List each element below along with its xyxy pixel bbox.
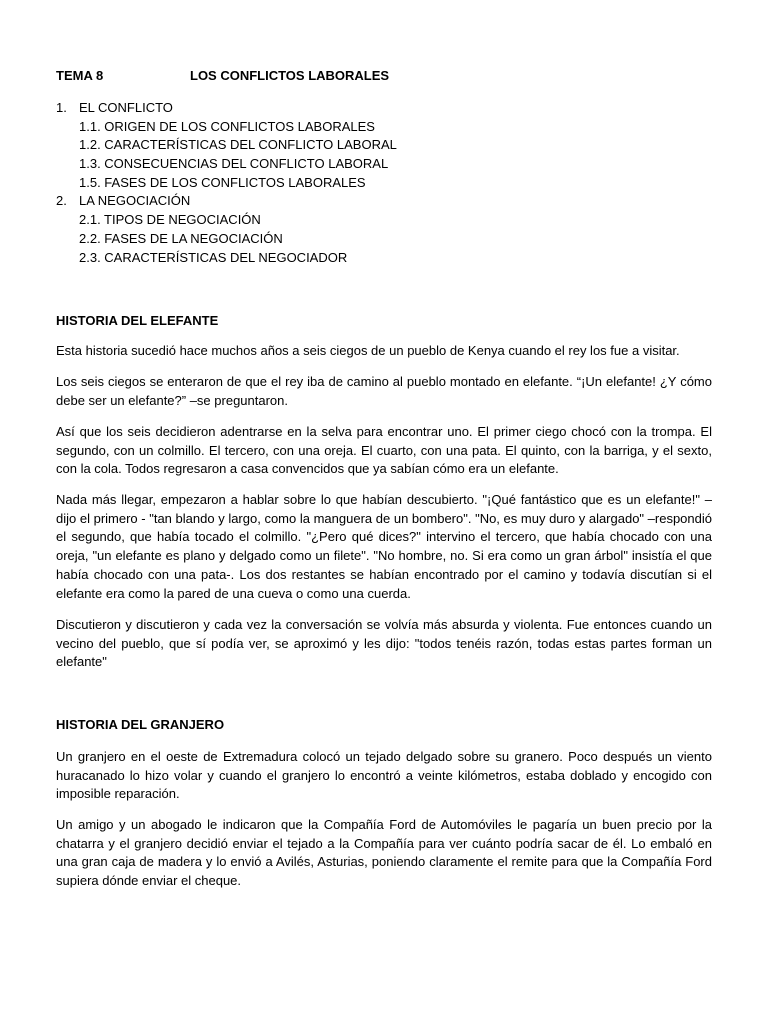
granjero-paragraph-1: Un granjero en el oeste de Extremadura colocó un tejado delgado sobre su granero. Poco después un viento huracanado lo hizo volar y cuando el granjero lo encontró a veinte kilómetros, estaba doblado y encogido con imposible reparación.: [56, 749, 712, 802]
toc-item-1-5: 1.5. FASES DE LOS CONFLICTOS LABORALES: [79, 174, 366, 190]
toc-label: LA NEGOCIACIÓN: [79, 193, 191, 209]
toc-item-1-3: 1.3. CONSECUENCIAS DEL CONFLICTO LABORAL: [79, 156, 389, 172]
elefante-paragraph-2: Los seis ciegos se enteraron de que el rey iba de camino al pueblo montado en elefante. “¡Un elefante! ¿Y cómo debe ser un elefante?” –se preguntaron.: [56, 374, 712, 408]
elefante-paragraph-3: Así que los seis decidieron adentrarse en la selva para encontrar uno. El primer ciego chocó con la trompa. El segundo, con un colmillo. El tercero, con una oreja. El cuarto, con una pata. El quinto, con la barriga, y el sexto, con la cola. Todos regresaron a casa convencidos que ya sabían cómo era un elefante.: [56, 424, 712, 477]
toc-item-2: [56, 192, 397, 211]
document-header: [56, 68, 389, 83]
toc-item-1-2: 1.2. CARACTERÍSTICAS DEL CONFLICTO LABORAL: [79, 137, 397, 153]
toc-item-1-1: 1.1. ORIGEN DE LOS CONFLICTOS LABORALES: [79, 118, 375, 134]
granjero-title: HISTORIA DEL GRANJERO: [56, 717, 225, 732]
table-of-contents: [56, 99, 397, 267]
toc-item-1: [56, 99, 397, 118]
elefante-title: HISTORIA DEL ELEFANTE: [56, 313, 219, 328]
granjero-paragraph-2: Un amigo y un abogado le indicaron que la Compañía Ford de Automóviles le pagaría un buen precio por la chatarra y el granjero decidió enviar el tejado a la Compañía para ver cuánto podría sacar de él. Lo embaló en una gran caja de madera y lo envió a Avilés, Asturias, poniendo claramente el remite para que la Compañía Ford supiera dónde enviar el cheque.: [56, 817, 712, 889]
elefante-paragraph-4: Nada más llegar, empezaron a hablar sobre lo que habían descubierto. "¡Qué fantástico que es un elefante!" –dijo el primero - "tan blando y largo, como la manguera de un bombero". "No, es muy duro y alargado" –respondió el segundo, que había tocado el colmillo. "¿Pero qué dices?" intervino el tercero, que había chocado con una oreja, "un elefante es plano y delgado como un filete". "No hombre, no. Si era como un gran árbol" insistía el que había chocado con una pata-. Los dos restantes se habían encontrado por el camino y todavía discutían si el elefante era como la pared de una cueva o como una cuerda.: [56, 492, 712, 601]
toc-item-2-2: 2.2. FASES DE LA NEGOCIACIÓN: [79, 230, 283, 246]
toc-number: 1.: [56, 100, 67, 115]
toc-label: EL CONFLICTO: [79, 100, 173, 115]
tema-label: TEMA 8: [56, 68, 104, 83]
elefante-paragraph-1: Esta historia sucedió hace muchos años a seis ciegos de un pueblo de Kenya cuando el rey los fue a visitar.: [56, 343, 680, 358]
tema-title: LOS CONFLICTOS LABORALES: [190, 68, 390, 83]
elefante-paragraph-5: Discutieron y discutieron y cada vez la conversación se volvía más absurda y violenta. Fue entonces cuando un vecino del pueblo, que sí podía ver, se aproximó y les dijo: "todos tenéis razón, todas estas partes forman un elefante": [56, 617, 712, 670]
toc-number: 2.: [56, 193, 67, 209]
toc-item-2-3: 2.3. CARACTERÍSTICAS DEL NEGOCIADOR: [79, 249, 348, 265]
toc-item-2-1: 2.1. TIPOS DE NEGOCIACIÓN: [79, 212, 261, 228]
